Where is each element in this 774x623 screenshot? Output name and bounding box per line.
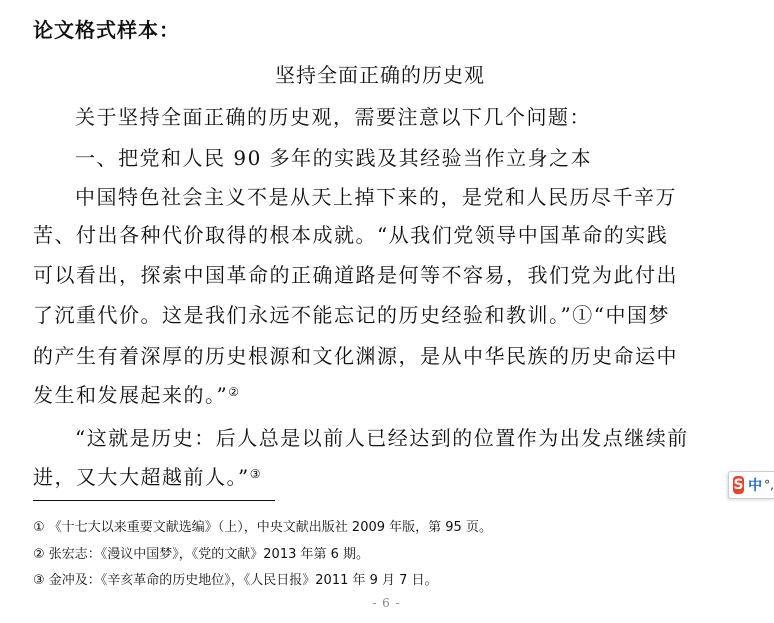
page-number: - 6 -	[372, 596, 401, 610]
body-line	[33, 461, 262, 490]
footnote-separator	[33, 500, 275, 501]
body-line-text: 发生和发展起来的。”	[33, 383, 229, 407]
body-line: 关于坚持全面正确的历史观，需要注意以下几个问题：	[75, 105, 591, 129]
body-line: 中国特色社会主义不是从天上掉下来的，是党和人民历尽千辛万	[75, 185, 677, 209]
ime-punctuation-toggle[interactable]: °,	[764, 478, 774, 492]
body-line	[33, 379, 241, 408]
footnote-ref-2: ②	[228, 385, 241, 399]
document-heading: 论文格式样本：	[33, 18, 180, 42]
section-heading: 一、把党和人民 90 多年的实践及其经验当作立身之本	[75, 146, 593, 170]
article-title: 坚持全面正确的历史观	[275, 63, 485, 87]
body-line: 了沉重代价。这是我们永远不能忘记的历史经验和教训。”①“中国梦	[33, 303, 670, 327]
ime-toolbar[interactable]	[728, 471, 774, 499]
footnote: ③ 金冲及：《辛亥革命的历史地位》，《人民日报》2011 年 9 月 7 日。	[33, 573, 438, 588]
footnote-ref-3: ③	[249, 467, 262, 481]
body-line: 可以看出，探索中国革命的正确道路是何等不容易，我们党为此付出	[33, 263, 678, 287]
footnote: ② 张宏志：《漫议中国梦》，《党的文献》2013 年第 6 期。	[33, 547, 370, 562]
sogou-logo-icon[interactable]: S	[733, 477, 744, 493]
footnote: ① 《十七大以来重要文献选编》（上），中央文献出版社 2009 年版，第 95 页。	[33, 520, 492, 535]
ime-mode-toggle[interactable]: 中	[748, 478, 763, 494]
body-line-text: 进，又大大超越前人。”	[33, 465, 250, 489]
body-line: 苦、付出各种代价取得的根本成就。“从我们党领导中国革命的实践	[33, 223, 669, 247]
body-line: 的产生有着深厚的历史根源和文化渊源，是从中华民族的历史命运中	[33, 344, 678, 368]
body-line: “这就是历史：后人总是以前人已经达到的位置作为出发点继续前	[75, 426, 689, 450]
